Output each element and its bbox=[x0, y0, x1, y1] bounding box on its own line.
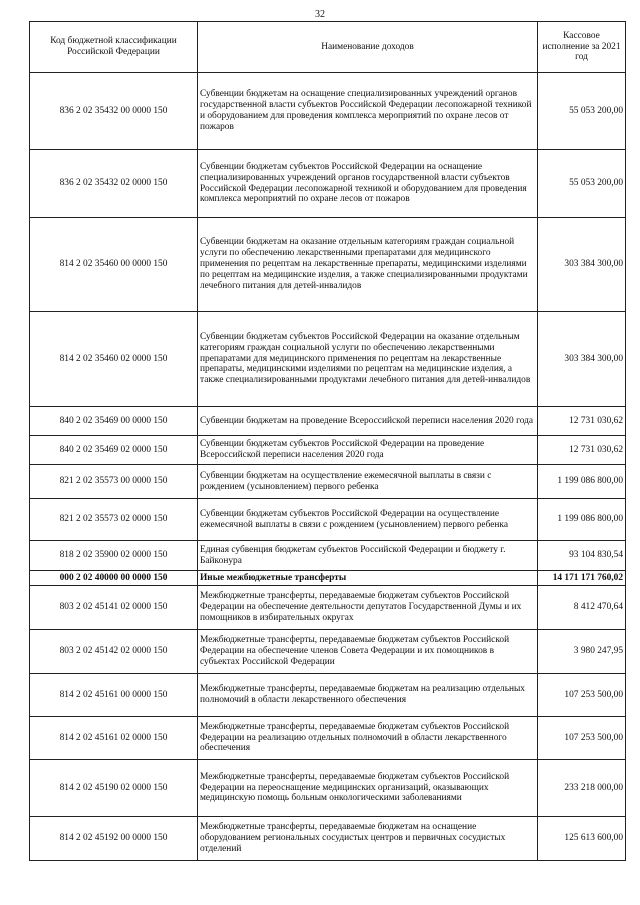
row-name: Межбюджетные трансферты, передаваемые бюджетам субъектов Российской Федерации на обеспечение деятельности депутатов Государственной Думы и их помощников в избирательных округах bbox=[198, 586, 538, 630]
row-name: Межбюджетные трансферты, передаваемые бюджетам на оснащение оборудованием региональных сосудистых центров и первичных сосудистых отделений bbox=[198, 817, 538, 861]
header-name: Наименование доходов bbox=[198, 22, 538, 73]
row-code: 814 2 02 35460 00 0000 150 bbox=[30, 218, 198, 312]
row-name: Субвенции бюджетам субъектов Российской Федерации на оснащение специализированных учреждений органов государственной власти субъектов Российской Федерации лесопожарной техникой и оборудованием для проведения комплекса мероприятий по охране лесов от пожаров bbox=[198, 150, 538, 218]
row-amount: 125 613 600,00 bbox=[538, 817, 626, 861]
table-row bbox=[30, 674, 626, 717]
table-row bbox=[30, 465, 626, 499]
row-code: 814 2 02 45161 00 0000 150 bbox=[30, 674, 198, 717]
row-code: 836 2 02 35432 02 0000 150 bbox=[30, 150, 198, 218]
row-amount: 303 384 300,00 bbox=[538, 218, 626, 312]
table-row bbox=[30, 499, 626, 541]
row-name: Субвенции бюджетам на оказание отдельным категориям граждан социальной услуги по обеспечению лекарственными препаратами для медицинского применения по рецептам на лекарственные препараты, медицинскими изделиями по рецептам на медицинские изделия, а также специализированными продуктами лечебного питания для детей-инвалидов bbox=[198, 218, 538, 312]
row-name: Единая субвенция бюджетам субъектов Российской Федерации и бюджету г. Байконура bbox=[198, 541, 538, 571]
row-name: Межбюджетные трансферты, передаваемые бюджетам субъектов Российской Федерации на обеспечение членов Совета Федерации и их помощников в субъектах Российской Федерации bbox=[198, 630, 538, 674]
row-name: Межбюджетные трансферты, передаваемые бюджетам субъектов Российской Федерации на переоснащение медицинских организаций, оказывающих медицинскую помощь больным онкологическими заболеваниями bbox=[198, 760, 538, 817]
row-amount: 107 253 500,00 bbox=[538, 717, 626, 760]
table-row bbox=[30, 541, 626, 571]
row-name: Субвенции бюджетам на проведение Всероссийской переписи населения 2020 года bbox=[198, 407, 538, 436]
table-row bbox=[30, 73, 626, 150]
table-row bbox=[30, 760, 626, 817]
row-amount: 107 253 500,00 bbox=[538, 674, 626, 717]
row-code: 821 2 02 35573 02 0000 150 bbox=[30, 499, 198, 541]
row-code: 814 2 02 35460 02 0000 150 bbox=[30, 312, 198, 407]
row-amount: 3 980 247,95 bbox=[538, 630, 626, 674]
row-code: 000 2 02 40000 00 0000 150 bbox=[30, 571, 198, 586]
row-amount: 233 218 000,00 bbox=[538, 760, 626, 817]
table-row bbox=[30, 630, 626, 674]
table-row bbox=[30, 407, 626, 436]
row-name: Межбюджетные трансферты, передаваемые бюджетам субъектов Российской Федерации на реализацию отдельных полномочий в области лекарственного обеспечения bbox=[198, 717, 538, 760]
row-name: Субвенции бюджетам субъектов Российской Федерации на осуществление ежемесячной выплаты в связи с рождением (усыновлением) первого ребенка bbox=[198, 499, 538, 541]
row-name: Субвенции бюджетам на осуществление ежемесячной выплаты в связи с рождением (усыновлением) первого ребенка bbox=[198, 465, 538, 499]
revenue-table bbox=[29, 21, 626, 861]
row-amount: 12 731 030,62 bbox=[538, 407, 626, 436]
row-amount: 1 199 086 800,00 bbox=[538, 465, 626, 499]
table-row bbox=[30, 817, 626, 861]
row-amount: 303 384 300,00 bbox=[538, 312, 626, 407]
row-code: 840 2 02 35469 02 0000 150 bbox=[30, 436, 198, 465]
row-code: 836 2 02 35432 00 0000 150 bbox=[30, 73, 198, 150]
row-amount: 93 104 830,54 bbox=[538, 541, 626, 571]
row-code: 814 2 02 45192 00 0000 150 bbox=[30, 817, 198, 861]
row-amount: 12 731 030,62 bbox=[538, 436, 626, 465]
row-code: 814 2 02 45190 02 0000 150 bbox=[30, 760, 198, 817]
table-row bbox=[30, 586, 626, 630]
table-row bbox=[30, 218, 626, 312]
row-amount: 55 053 200,00 bbox=[538, 150, 626, 218]
row-name: Субвенции бюджетам на оснащение специализированных учреждений органов государственной власти субъектов Российской Федерации лесопожарной техникой и оборудованием для проведения комплекса мероприятий по охране лесов от пожаров bbox=[198, 73, 538, 150]
row-amount: 14 171 171 760,02 bbox=[538, 571, 626, 586]
row-amount: 8 412 470,64 bbox=[538, 586, 626, 630]
row-name: Межбюджетные трансферты, передаваемые бюджетам на реализацию отдельных полномочий в области лекарственного обеспечения bbox=[198, 674, 538, 717]
table-row bbox=[30, 312, 626, 407]
row-amount: 1 199 086 800,00 bbox=[538, 499, 626, 541]
row-code: 818 2 02 35900 02 0000 150 bbox=[30, 541, 198, 571]
table-header-row bbox=[30, 22, 626, 73]
page-number: 32 bbox=[315, 9, 325, 20]
row-name: Иные межбюджетные трансферты bbox=[198, 571, 538, 586]
table-row-total bbox=[30, 571, 626, 586]
table-row bbox=[30, 150, 626, 218]
table-row bbox=[30, 717, 626, 760]
row-code: 821 2 02 35573 00 0000 150 bbox=[30, 465, 198, 499]
table-row bbox=[30, 436, 626, 465]
header-code: Код бюджетной классификации Российской Федерации bbox=[30, 22, 198, 73]
header-amount: Кассовое исполнение за 2021 год bbox=[538, 22, 626, 73]
row-code: 803 2 02 45142 02 0000 150 bbox=[30, 630, 198, 674]
row-code: 840 2 02 35469 00 0000 150 bbox=[30, 407, 198, 436]
row-code: 803 2 02 45141 02 0000 150 bbox=[30, 586, 198, 630]
row-name: Субвенции бюджетам субъектов Российской Федерации на проведение Всероссийской переписи населения 2020 года bbox=[198, 436, 538, 465]
row-name: Субвенции бюджетам субъектов Российской Федерации на оказание отдельным категориям граждан социальной услуги по обеспечению лекарственными препаратами для медицинского применения по рецептам на лекарственные препараты, медицинскими изделиями по рецептам на медицинские изделия, а также специализированными продуктами лечебного питания для детей-инвалидов bbox=[198, 312, 538, 407]
row-amount: 55 053 200,00 bbox=[538, 73, 626, 150]
row-code: 814 2 02 45161 02 0000 150 bbox=[30, 717, 198, 760]
